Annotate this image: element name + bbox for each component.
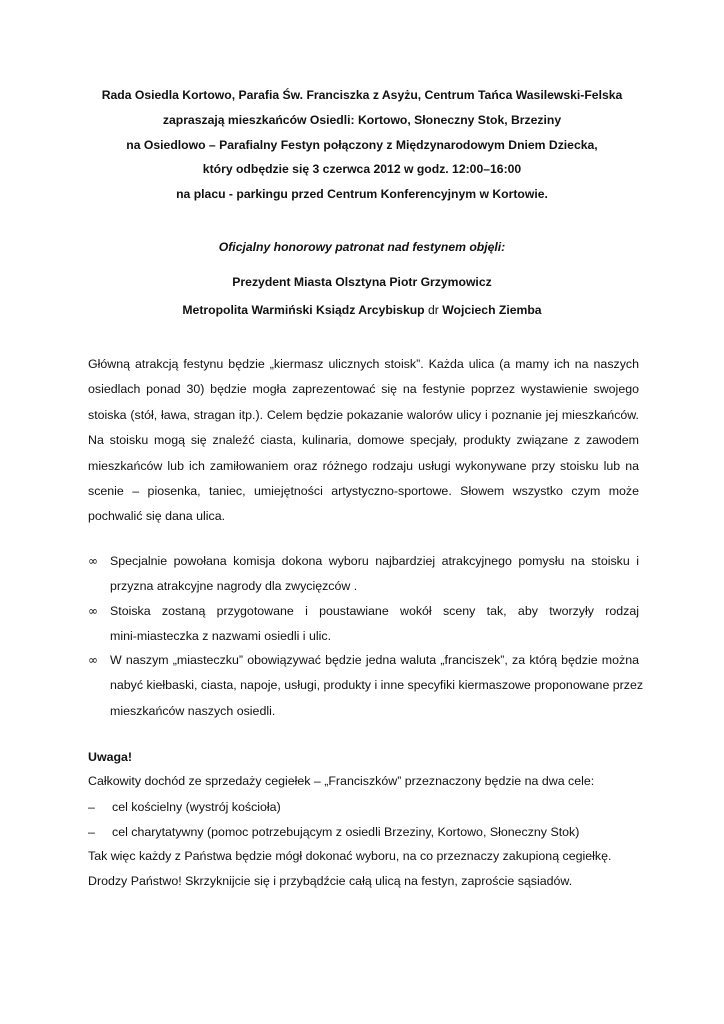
header-line-location: na placu - parkingu przed Centrum Konferencyjnym w Kortowie. xyxy=(176,187,548,201)
goal-text: cel charytatywny (pomoc potrzebującym z osiedli Brzeziny, Kortowo, Słoneczny Stok) xyxy=(112,825,580,839)
goal-item-charity xyxy=(88,825,579,839)
main-paragraph xyxy=(88,352,639,530)
paragraph-line: scenie – piosenka, taniec, umiejętności artystyczno-sportowe. Słowem wszystko czym może xyxy=(88,484,639,499)
paragraph-line: Na stoisku mogą się znaleźć ciasta, kulinaria, domowe specjały, produkty związane z zawodem xyxy=(88,433,639,448)
dash-bullet-icon: – xyxy=(88,800,95,814)
patron-mayor: Prezydent Miasta Olsztyna Piotr Grzymowicz xyxy=(232,275,492,289)
bullet-line: Specjalnie powołana komisja dokona wyboru najbardziej atrakcyjnego pomysłu na stoisku i xyxy=(110,554,639,568)
header-line-date: który odbędzie się 3 czerwca 2012 w godz. 12:00–16:00 xyxy=(202,162,522,176)
note-intro: Całkowity dochód ze sprzedaży cegiełek – „Franciszków” przeznaczony będzie na dwa cele: xyxy=(88,774,595,788)
paragraph-line: osiedlach ponad 30) będzie mogła zaprezentować się na festynie poprzez wystawienie swojego xyxy=(88,382,639,397)
bullet-line: W naszym „miasteczku” obowiązywać będzie jedna waluta „franciszek”, za którą będzie można xyxy=(110,653,639,667)
header-line-organizers: Rada Osiedla Kortowo, Parafia Św. Franciszka z Asyżu, Centrum Tańca Wasilewski-Felska xyxy=(101,88,623,102)
paragraph-line: stoiska (stół, ława, stragan itp.). Celem będzie pokazanie walorów ulicy i poznanie jej mieszkańców. xyxy=(88,407,639,422)
patron-archbishop-degree: dr xyxy=(424,303,443,317)
dash-bullet-icon: – xyxy=(88,825,95,839)
bullet-line: mieszkańców naszych osiedli. xyxy=(110,703,276,718)
patron-archbishop xyxy=(60,303,664,317)
goal-text: cel kościelny (wystrój kościoła) xyxy=(112,800,281,814)
note-heading: Uwaga! xyxy=(88,750,133,764)
infinity-bullet-icon: ∞ xyxy=(88,604,98,618)
patron-archbishop-title: Metropolita Warmiński Ksiądz Arcybiskup xyxy=(182,303,425,317)
header-line-festival: na Osiedlowo – Parafialny Festyn połączony z Międzynarodowym Dniem Dziecka, xyxy=(126,138,598,152)
bullet-line: Stoiska zostaną przygotowane i poustawiane wokół sceny tak, aby tworzyły rodzaj xyxy=(110,604,639,618)
patronage-heading: Oficjalny honorowy patronat nad festynem objęli: xyxy=(218,240,506,254)
paragraph-line: Główną atrakcją festynu będzie „kiermasz ulicznych stoisk”. Każda ulica (a mamy ich na naszych xyxy=(88,357,639,371)
patron-archbishop-name: Wojciech Ziemba xyxy=(442,303,542,317)
header-line-invitation: zapraszają mieszkańców Osiedli: Kortowo, Słoneczny Stok, Brzeziny xyxy=(162,113,562,127)
note-choice-line: Tak więc każdy z Państwa będzie mógł dokonać wyboru, na co przeznaczy zakupioną cegiełkę. xyxy=(88,849,612,863)
bullet-line: przyzna atrakcyjne nagrody dla zwycięzców . xyxy=(110,579,358,594)
paragraph-line: pochwalić się dana ulica. xyxy=(88,509,226,524)
note-closing-line: Drodzy Państwo! Skrzyknijcie się i przybądźcie całą ulicą na festyn, zaproście sąsiadów. xyxy=(88,874,573,888)
infinity-bullet-icon: ∞ xyxy=(88,653,98,667)
bullet-line: mini-miasteczka z nazwami osiedli i ulic. xyxy=(110,629,332,644)
bullet-line: nabyć kiełbaski, ciasta, napoje, usługi, produkty i inne specyfiki kiermaszowe proponowane przez xyxy=(110,678,644,693)
paragraph-line: mieszkańców lub ich zamiłowaniem oraz różnego rodzaju usługi wykonywane przy stoisku lub na xyxy=(88,458,639,473)
infinity-bullet-icon: ∞ xyxy=(88,554,98,568)
goal-item-church xyxy=(88,800,281,814)
